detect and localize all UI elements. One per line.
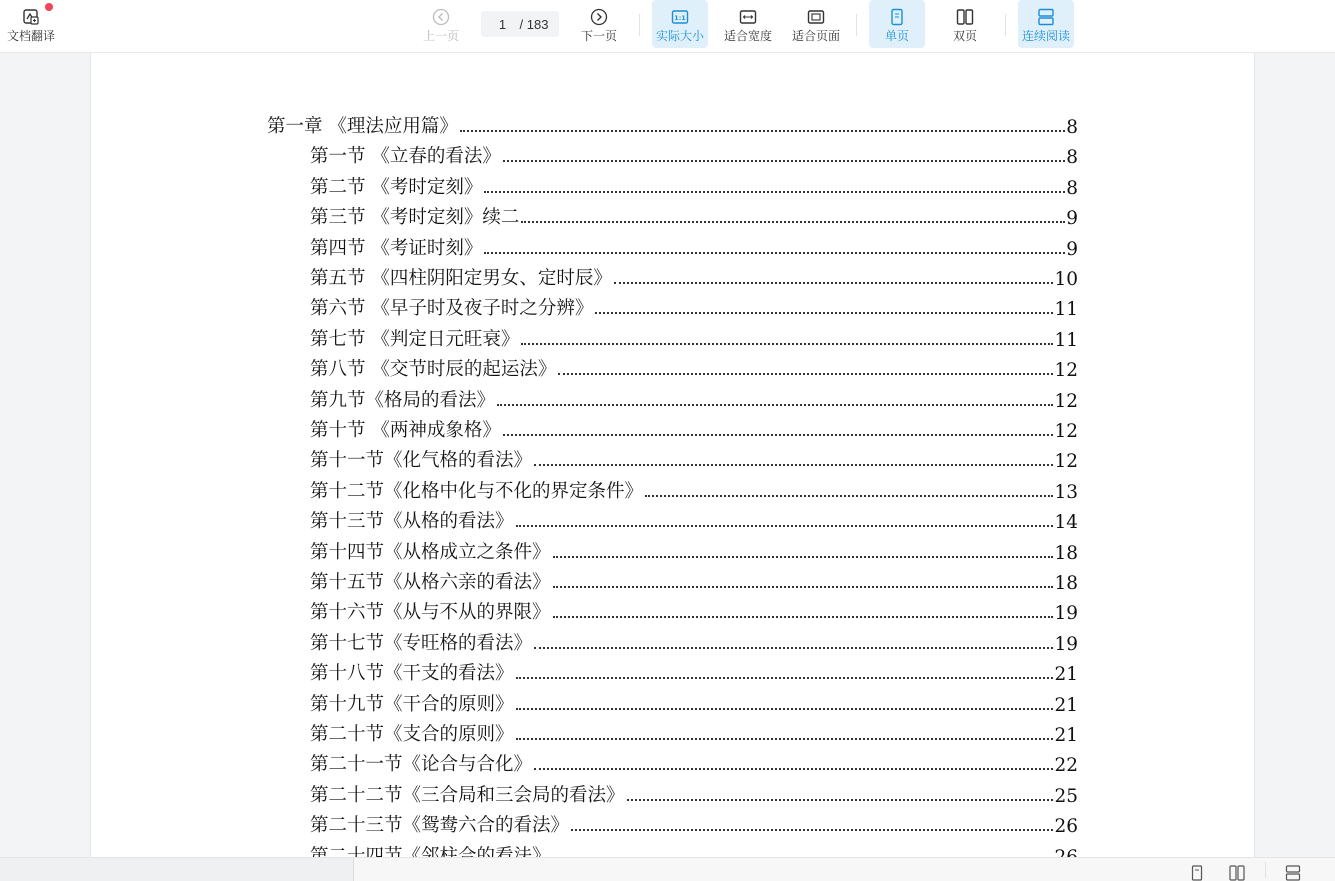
toc-entry-title: 第一节 《立春的看法》 bbox=[310, 146, 501, 168]
toc-dot-leader bbox=[497, 404, 1053, 406]
actual-size-icon bbox=[671, 8, 689, 26]
toc-dot-leader bbox=[571, 829, 1053, 831]
toc-dot-leader bbox=[516, 525, 1054, 527]
toc-entry-title: 第二十节《支合的原则》 bbox=[310, 724, 514, 745]
toc-dot-leader bbox=[558, 373, 1053, 375]
fit-width-label: 适合宽度 bbox=[723, 29, 772, 43]
toc-page-number: 10 bbox=[1054, 269, 1078, 290]
toc-page-number: 22 bbox=[1054, 755, 1078, 777]
continuous-reading-label: 连续阅读 bbox=[1021, 29, 1070, 43]
toolbar-divider bbox=[856, 14, 857, 36]
toc-dot-leader bbox=[503, 434, 1054, 436]
svg-text:1:1: 1:1 bbox=[674, 14, 686, 22]
current-page-input[interactable]: 1 bbox=[498, 16, 507, 32]
toc-section-row[interactable] bbox=[310, 473, 1078, 503]
toc-section-row[interactable] bbox=[310, 321, 1078, 351]
toc-dot-leader bbox=[614, 282, 1054, 284]
continuous-view-icon[interactable] bbox=[1285, 865, 1301, 881]
toc-entry-title: 第十二节《化格中化与不化的界定条件》 bbox=[310, 480, 644, 502]
toc-section-row[interactable] bbox=[310, 686, 1078, 716]
toc-entry-title: 第三节 《考时定刻》续二 bbox=[310, 207, 520, 229]
toc-entry-title: 第四节 《考证时刻》 bbox=[310, 237, 483, 259]
toc-page-number: 11 bbox=[1054, 299, 1078, 321]
toc-section-row[interactable] bbox=[310, 260, 1078, 290]
toc-dot-leader bbox=[534, 464, 1053, 466]
toc-entry-title: 第十九节《干合的原则》 bbox=[310, 693, 514, 715]
notification-dot bbox=[45, 3, 53, 11]
toc-dot-leader bbox=[484, 191, 1065, 193]
toc-page-number: 12 bbox=[1054, 421, 1078, 442]
toc-section-row[interactable] bbox=[310, 199, 1078, 229]
toc-page-number: 12 bbox=[1054, 451, 1078, 473]
toc-dot-leader bbox=[553, 556, 1054, 558]
toc-section-row[interactable] bbox=[310, 230, 1078, 260]
translate-icon bbox=[22, 8, 40, 26]
single-page-icon bbox=[888, 8, 906, 26]
double-page-view-icon[interactable] bbox=[1229, 865, 1245, 881]
toc-dot-leader bbox=[484, 252, 1065, 254]
document-page bbox=[90, 53, 1255, 857]
toc-page-number: 18 bbox=[1054, 542, 1078, 564]
toc-page-number: 21 bbox=[1054, 694, 1078, 716]
toc-section-row[interactable] bbox=[310, 382, 1078, 412]
chevron-right-circle-icon bbox=[590, 8, 608, 26]
toc-entry-title: 第十七节《专旺格的看法》 bbox=[310, 632, 533, 654]
toc-dot-leader bbox=[595, 312, 1053, 314]
toolbar-divider bbox=[1005, 14, 1006, 36]
toc-section-row[interactable] bbox=[310, 655, 1078, 685]
toc-page-number: 19 bbox=[1054, 633, 1078, 655]
toc-section-row[interactable] bbox=[310, 534, 1078, 564]
continuous-scroll-icon bbox=[1037, 8, 1055, 26]
toc-entry-title: 第一章 《理法应用篇》 bbox=[267, 116, 458, 137]
toc-page-number: 9 bbox=[1066, 208, 1078, 230]
toc-chapter-row[interactable] bbox=[267, 108, 1078, 138]
toc-entry-title: 第二十一节《论合与合化》 bbox=[310, 754, 533, 776]
toc-section-row[interactable] bbox=[310, 442, 1078, 472]
top-toolbar bbox=[0, 0, 1335, 53]
toc-section-row[interactable] bbox=[310, 716, 1078, 746]
toc-section-row[interactable] bbox=[310, 412, 1078, 442]
toc-entry-title: 第十六节《从与不从的界限》 bbox=[310, 602, 551, 624]
toc-entry-title: 第五节 《四柱阴阳定男女、定时辰》 bbox=[310, 268, 612, 289]
double-page-label: 双页 bbox=[952, 29, 977, 43]
toc-dot-leader bbox=[627, 799, 1054, 801]
toc-entry-title: 第二十三节《鸳鸯六合的看法》 bbox=[310, 815, 570, 837]
toc-dot-leader bbox=[534, 647, 1053, 649]
fit-width-button[interactable] bbox=[720, 0, 776, 48]
actual-size-button[interactable] bbox=[652, 0, 708, 48]
toc-page-number: 8 bbox=[1066, 117, 1078, 138]
next-page-button[interactable] bbox=[578, 0, 620, 48]
toc-page-number: 18 bbox=[1054, 573, 1078, 594]
toc-dot-leader bbox=[516, 708, 1054, 710]
toc-entry-title: 第六节 《早子时及夜子时之分辨》 bbox=[310, 298, 594, 320]
total-pages: / 183 bbox=[519, 16, 549, 32]
toc-entry-title: 第九节《格局的看法》 bbox=[310, 389, 496, 411]
toc-dot-leader bbox=[516, 677, 1054, 679]
chevron-left-circle-icon bbox=[432, 8, 450, 26]
toc-dot-leader bbox=[553, 616, 1054, 618]
toc-page-number: 12 bbox=[1054, 390, 1078, 412]
toc-section-row[interactable] bbox=[310, 594, 1078, 624]
toc-page-number: 12 bbox=[1054, 360, 1078, 382]
toc-section-row[interactable] bbox=[310, 503, 1078, 533]
status-bar-divider bbox=[1265, 862, 1266, 878]
toc-section-row[interactable] bbox=[310, 807, 1078, 837]
fit-page-button[interactable] bbox=[788, 0, 844, 48]
toc-dot-leader bbox=[503, 160, 1065, 162]
toc-page-number: 11 bbox=[1054, 329, 1078, 351]
toc-page-number: 25 bbox=[1054, 785, 1078, 807]
single-page-label: 单页 bbox=[884, 29, 909, 43]
toc-dot-leader bbox=[516, 738, 1054, 740]
toc-entry-title: 第十八节《干支的看法》 bbox=[310, 663, 514, 685]
page-indicator bbox=[481, 11, 559, 37]
double-page-button[interactable] bbox=[937, 0, 993, 48]
toc-entry-title: 第二节 《考时定刻》 bbox=[310, 176, 483, 198]
next-page-label: 下一页 bbox=[580, 29, 617, 43]
toc-entry-title: 第十五节《从格六亲的看法》 bbox=[310, 572, 551, 593]
toc-page-number: 14 bbox=[1054, 512, 1078, 534]
toc-page-number: 13 bbox=[1054, 481, 1078, 503]
toc-dot-leader bbox=[521, 221, 1065, 223]
status-bar-left-pane bbox=[0, 858, 354, 881]
toc-page-number: 8 bbox=[1066, 177, 1078, 199]
fit-width-icon bbox=[739, 8, 757, 26]
prev-page-label: 上一页 bbox=[422, 29, 459, 43]
toc-entry-title: 第十一节《化气格的看法》 bbox=[310, 450, 533, 472]
status-bar bbox=[0, 857, 1335, 881]
toc-page-number: 26 bbox=[1054, 816, 1078, 838]
toc-entry-title: 第十节 《两神成象格》 bbox=[310, 420, 501, 441]
toc-section-row[interactable] bbox=[310, 169, 1078, 199]
toc-section-row[interactable] bbox=[310, 625, 1078, 655]
toc-section-row[interactable] bbox=[310, 777, 1078, 807]
prev-page-button[interactable] bbox=[420, 0, 462, 48]
toc-page-number: 8 bbox=[1066, 147, 1078, 169]
toc-section-row[interactable] bbox=[310, 746, 1078, 776]
toc-dot-leader bbox=[645, 495, 1053, 497]
toc-page-number: 9 bbox=[1066, 238, 1078, 260]
translate-label: 文档翻译 bbox=[6, 29, 55, 43]
toc-entry-title: 第十三节《从格的看法》 bbox=[310, 511, 514, 533]
toc-page-number: 21 bbox=[1054, 725, 1078, 746]
toc-section-row[interactable] bbox=[310, 290, 1078, 320]
toc-entry-title: 第八节 《交节时辰的起运法》 bbox=[310, 359, 557, 381]
fit-page-label: 适合页面 bbox=[791, 29, 840, 43]
double-page-icon bbox=[956, 8, 974, 26]
toc-dot-leader bbox=[521, 343, 1053, 345]
toc-page-number: 21 bbox=[1054, 664, 1078, 686]
actual-size-label: 实际大小 bbox=[655, 29, 704, 43]
toc-dot-leader bbox=[460, 130, 1065, 132]
single-page-button[interactable] bbox=[869, 0, 925, 48]
toc-entry-title: 第二十二节《三合局和三会局的看法》 bbox=[310, 784, 625, 806]
toc-section-row[interactable] bbox=[310, 564, 1078, 594]
continuous-reading-button[interactable] bbox=[1018, 0, 1074, 48]
toc-dot-leader bbox=[553, 586, 1054, 588]
toc-dot-leader bbox=[534, 768, 1053, 770]
toolbar-divider bbox=[639, 14, 640, 36]
fit-page-icon bbox=[807, 8, 825, 26]
single-page-view-icon[interactable] bbox=[1189, 865, 1205, 881]
toc-entry-title: 第十四节《从格成立之条件》 bbox=[310, 541, 551, 563]
toc-page-number: 19 bbox=[1054, 603, 1078, 625]
toc-entry-title: 第七节 《判定日元旺衰》 bbox=[310, 328, 520, 350]
toc-section-row[interactable] bbox=[310, 351, 1078, 381]
toc-section-row[interactable] bbox=[310, 138, 1078, 168]
